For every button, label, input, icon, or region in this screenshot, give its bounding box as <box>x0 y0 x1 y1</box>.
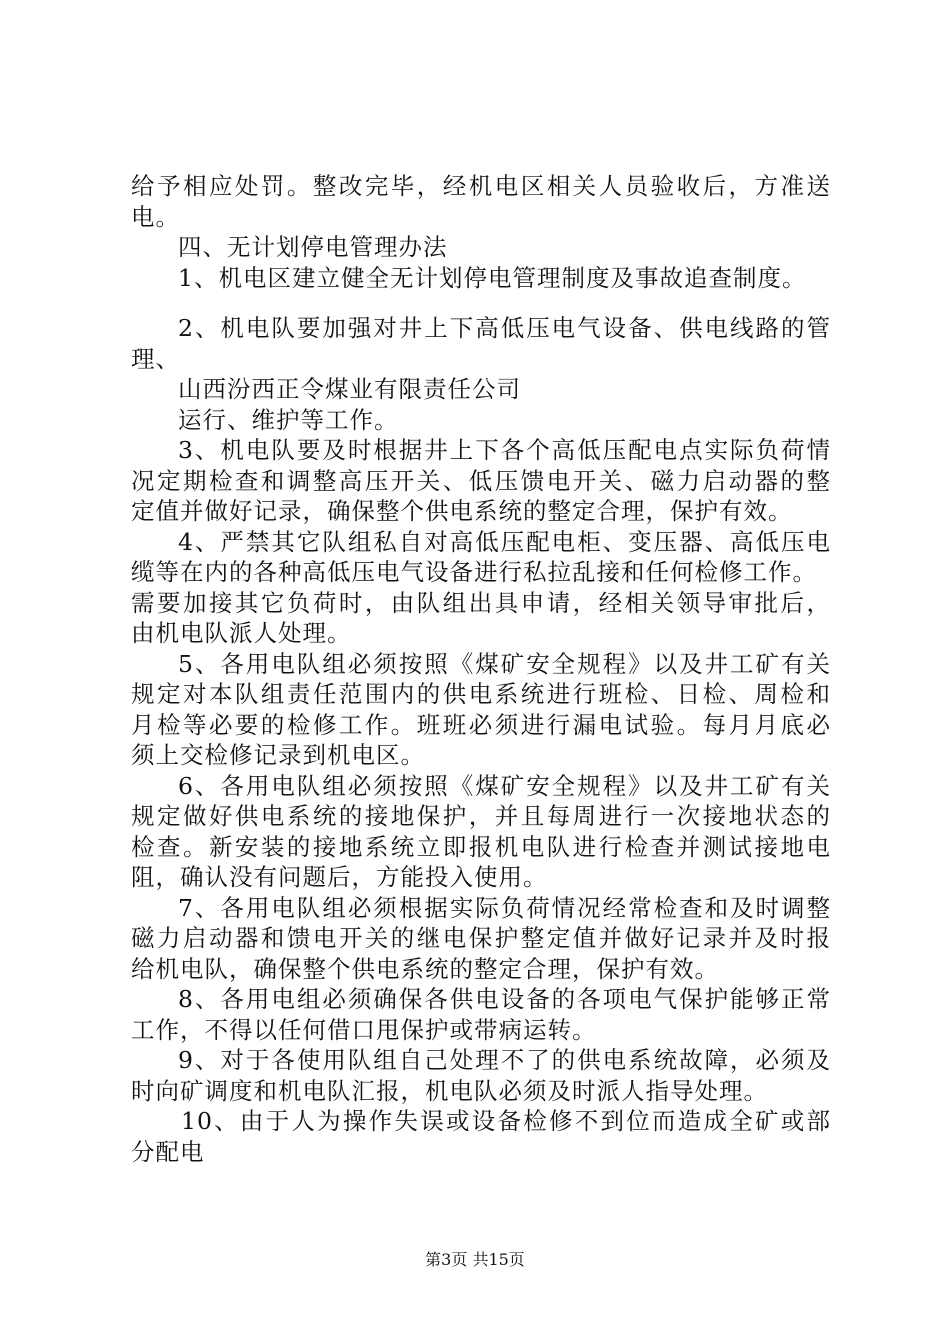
text-line: 4、严禁其它队组私自对高低压配电柜、变压器、高低压电 <box>178 527 831 556</box>
text-line: 检查。新安装的接地系统立即报机电队进行检查并测试接地电 <box>131 832 831 861</box>
text-line: 2、机电队要加强对井上下高低压电气设备、供电线路的管 <box>178 314 831 342</box>
text-line: 磁力启动器和馈电开关的继电保护整定值并做好记录并及时报 <box>131 924 831 952</box>
text-line: 定值并做好记录，确保整个供电系统的整定合理，保护有效。 <box>131 497 793 525</box>
text-line: 5、各用电队组必须按照《煤矿安全规程》以及井工矿有关 <box>178 649 831 678</box>
text-line: 7、各用电队组必须根据实际负荷情况经常检查和及时调整 <box>178 893 831 922</box>
text-line: 缆等在内的各种高低压电气设备进行私拉乱接和任何检修工作。 <box>131 558 817 586</box>
page-footer: 第3页 共15页 <box>425 1250 525 1269</box>
text-line: 6、各用电队组必须按照《煤矿安全规程》以及井工矿有关 <box>178 771 831 800</box>
text-line: 9、对于各使用队组自己处理不了的供电系统故障，必须及 <box>178 1046 831 1074</box>
text-line: 分配电 <box>131 1137 205 1166</box>
text-line: 1、机电区建立健全无计划停电管理制度及事故追查制度。 <box>178 263 807 292</box>
text-line: 由机电队派人处理。 <box>131 619 352 647</box>
text-line: 10、由于人为操作失误或设备检修不到位而造成全矿或部 <box>181 1107 831 1135</box>
text-line: 须上交检修记录到机电区。 <box>131 741 425 769</box>
text-line: 阻，确认没有问题后，方能投入使用。 <box>131 863 548 891</box>
text-line: 8、各用电组必须确保各供电设备的各项电气保护能够正常 <box>178 985 831 1013</box>
text-line: 规定对本队组责任范围内的供电系统进行班检、日检、周检和 <box>131 680 831 708</box>
document-body <box>131 171 831 1167</box>
text-line: 给予相应处罚。整改完毕，经机电区相关人员验收后，方准送 <box>131 172 831 200</box>
text-line: 理、 <box>131 344 180 373</box>
text-line: 时向矿调度和机电队汇报，机电队必须及时派人指导处理。 <box>131 1076 768 1105</box>
text-line: 工作，不得以任何借口甩保护或带病运转。 <box>131 1015 597 1044</box>
text-line: 需要加接其它负荷时，由队组出具申请，经相关领导审批后， <box>131 588 831 617</box>
text-line: 况定期检查和调整高压开关、低压馈电开关、磁力启动器的整 <box>131 466 831 495</box>
text-line: 规定做好供电系统的接地保护，并且每周进行一次接地状态的 <box>131 802 831 830</box>
text-line: 给机电队，确保整个供电系统的整定合理，保护有效。 <box>131 954 719 983</box>
text-line: 月检等必要的检修工作。班班必须进行漏电试验。每月月底必 <box>131 710 831 739</box>
section-heading: 四、无计划停电管理办法 <box>178 233 448 261</box>
company-name: 山西汾西正令煤业有限责任公司 <box>178 375 521 403</box>
text-line: 运行、维护等工作。 <box>178 405 399 434</box>
text-line: 电。 <box>131 202 180 231</box>
text-line: 3、机电队要及时根据井上下各个高低压配电点实际负荷情 <box>178 436 831 464</box>
blank-gap <box>131 293 831 313</box>
